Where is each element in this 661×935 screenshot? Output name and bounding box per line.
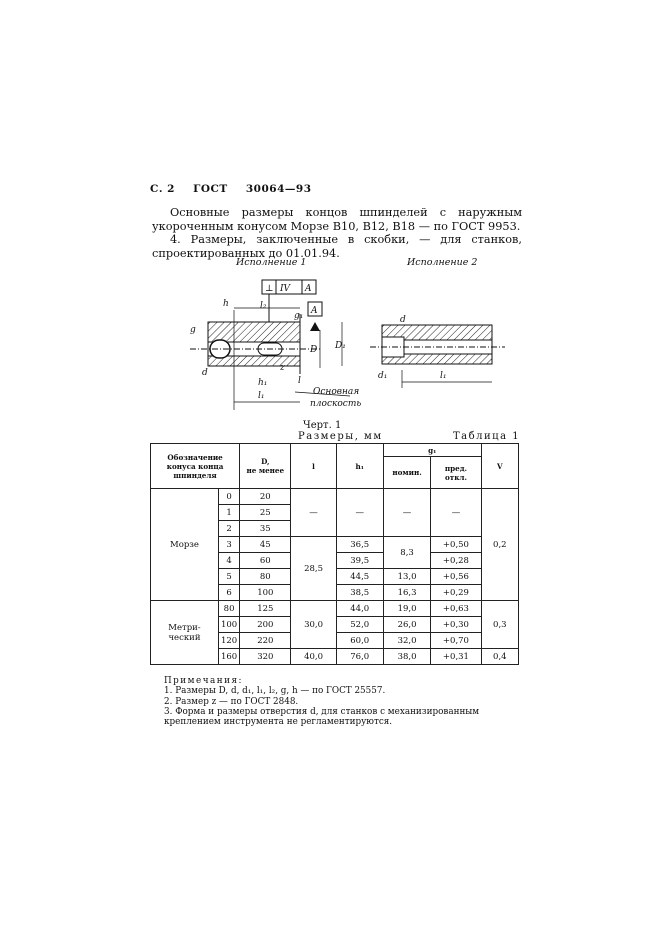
size-cell: 0 [218, 489, 239, 505]
h1-dash: — [336, 489, 383, 537]
size-cell: 120 [218, 633, 239, 649]
h1-cell: 60,0 [336, 633, 383, 649]
h1-cell: 39,5 [336, 553, 383, 569]
d-cell: 45 [240, 537, 291, 553]
d-cell: 220 [240, 633, 291, 649]
size-cell: 6 [218, 585, 239, 601]
notes [164, 676, 524, 727]
g1n-merged: 8,3 [383, 537, 431, 569]
body-text [152, 206, 522, 260]
dim-g: g [190, 325, 196, 335]
v-metric: 0,3 [481, 601, 518, 649]
g1n-cell: 19,0 [383, 601, 431, 617]
header-g1-deviation: пред. откл. [431, 457, 481, 489]
variant-1-label: Исполнение 1 [236, 257, 307, 268]
header-designation: Обозначение конуса конца шпинделя [151, 444, 240, 489]
dim-l: l [298, 376, 301, 386]
g1d-cell: +0,56 [431, 569, 481, 585]
table-label: Таблица 1 [453, 431, 521, 442]
group-metric: Метри-ческий [151, 601, 219, 665]
g1n-cell: 16,3 [383, 585, 431, 601]
dim-d1-variant-2: d₁ [378, 371, 388, 381]
v-morse: 0,2 [481, 489, 518, 601]
g1d-cell: +0,63 [431, 601, 481, 617]
header-D: D, не менее [240, 444, 291, 489]
l-morse: 28,5 [291, 537, 336, 601]
dim-z: z [280, 363, 285, 373]
standard-number: 30064—93 [245, 183, 312, 195]
h1-cell: 36,5 [336, 537, 383, 553]
header-g1-nominal: номин. [383, 457, 431, 489]
g1d-cell: +0,28 [431, 553, 481, 569]
dim-g1: g₁ [294, 311, 304, 321]
dim-l1-variant-2: l₁ [440, 371, 447, 381]
g1d-dash: — [431, 489, 481, 537]
note-3: 3. Форма и размеры отверстия d, для станков с механизированным креплением инструмента не регламентируются. [164, 706, 480, 728]
g1d-cell: +0,30 [431, 617, 481, 633]
dim-h1: h₁ [258, 378, 268, 388]
h1-cell: 76,0 [336, 649, 383, 665]
h1-cell: 44,5 [336, 569, 383, 585]
dim-d: d [202, 368, 208, 378]
paragraph-2: 4. Размеры, заключенные в скобки, — для станков, спроектированных до 01.01.94. [152, 233, 522, 260]
header-h1: h₁ [336, 444, 383, 489]
d-cell: 125 [240, 601, 291, 617]
h1-cell: 38,5 [336, 585, 383, 601]
d-cell: 320 [240, 649, 291, 665]
base-plane-label-1: Основная [313, 387, 360, 397]
variant-2-label: Исполнение 2 [407, 257, 478, 268]
dim-D1: D₁ [335, 341, 346, 351]
g1n-cell: 32,0 [383, 633, 431, 649]
l-cell: 40,0 [291, 649, 336, 665]
d-cell: 200 [240, 617, 291, 633]
g1n-cell: 13,0 [383, 569, 431, 585]
header-v: V [481, 444, 518, 489]
dim-h: h [223, 299, 229, 309]
g1n-cell: 38,0 [383, 649, 431, 665]
h1-cell: 44,0 [336, 601, 383, 617]
d-cell: 35 [240, 521, 291, 537]
size-cell: 5 [218, 569, 239, 585]
spindle-drawing [170, 270, 530, 415]
d-cell: 60 [240, 553, 291, 569]
paragraph-1: Основные размеры концов шпинделей с наружным укороченным конусом Морзе B10, B12, B18 — по ГОСТ 9953. [152, 206, 522, 233]
variant-1-section [190, 310, 320, 410]
variant-2-section [370, 325, 505, 388]
d-cell: 20 [240, 489, 291, 505]
g1d-cell: +0,70 [431, 633, 481, 649]
size-cell: 160 [218, 649, 239, 665]
l-metric: 30,0 [291, 601, 336, 649]
base-plane-label-2: плоскость [310, 399, 362, 409]
size-units: Размеры, мм [298, 431, 383, 442]
h1-cell: 52,0 [336, 617, 383, 633]
note-1: 1. Размеры D, d, d₁, l₁, l₂, g, h — по ГОСТ 25557. [164, 686, 386, 697]
size-cell: 100 [218, 617, 239, 633]
size-cell: 80 [218, 601, 239, 617]
dim-D: D [310, 345, 318, 355]
size-cell: 3 [218, 537, 239, 553]
size-cell: 1 [218, 505, 239, 521]
dim-d-variant-2: d [400, 315, 406, 325]
dim-l1: l₁ [258, 391, 265, 401]
group-morse: Морзе [151, 489, 219, 601]
perpendicularity-symbol: ⊥ [265, 284, 274, 294]
g1n-cell: 26,0 [383, 617, 431, 633]
dimensions-table [150, 443, 519, 665]
header-l: l [291, 444, 336, 489]
g1n-dash: — [383, 489, 431, 537]
page-header [150, 183, 326, 195]
standard-label: ГОСТ [193, 183, 228, 195]
tolerance-degree: IV [280, 284, 291, 294]
size-cell: 4 [218, 553, 239, 569]
d-cell: 25 [240, 505, 291, 521]
d-cell: 100 [240, 585, 291, 601]
g1d-cell: +0,31 [431, 649, 481, 665]
datum-reference: A [305, 284, 312, 294]
size-cell: 2 [218, 521, 239, 537]
g1d-cell: +0,50 [431, 537, 481, 553]
note-2: 2. Размер z — по ГОСТ 2848. [164, 696, 299, 707]
page-number: С. 2 [150, 183, 175, 195]
notes-title: Примечания: [164, 676, 244, 686]
v-cell: 0,4 [481, 649, 518, 665]
figure-caption: Черт. 1 [303, 420, 342, 431]
l-dash: — [291, 489, 336, 537]
dim-l2: l₂ [260, 301, 267, 311]
datum-label: A [311, 306, 318, 316]
d-cell: 80 [240, 569, 291, 585]
header-g1: g₁ [383, 444, 481, 457]
g1d-cell: +0,29 [431, 585, 481, 601]
